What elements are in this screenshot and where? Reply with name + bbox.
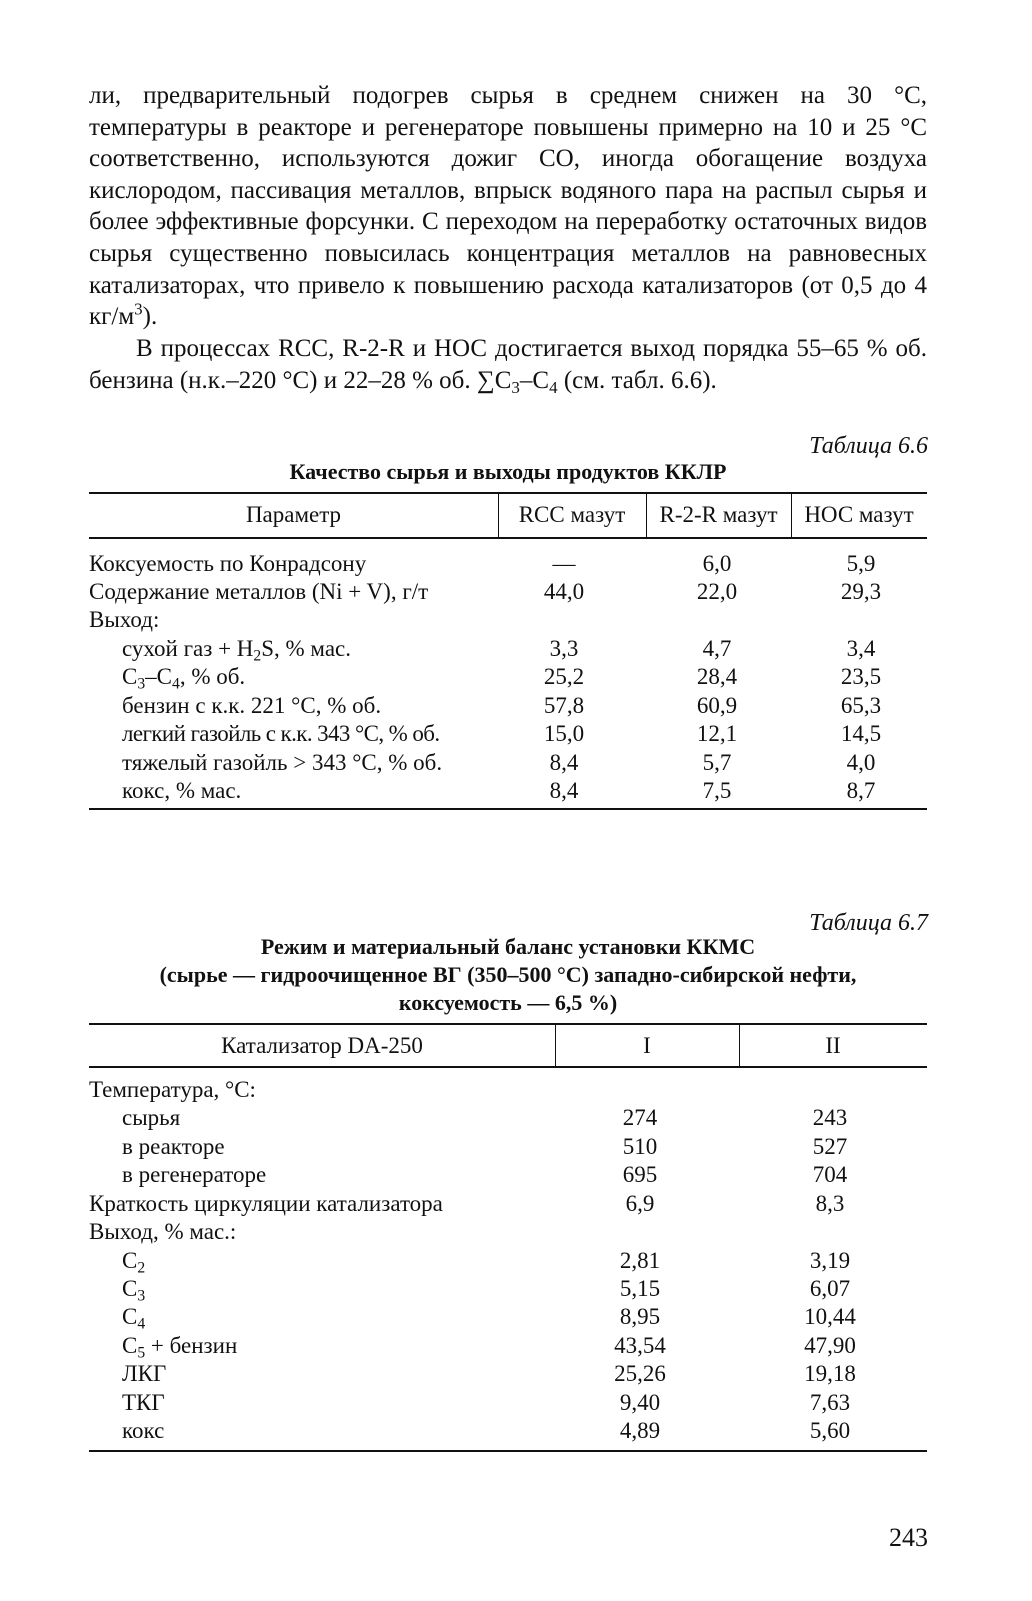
cell-r2r: 60,9: [696, 693, 738, 718]
row-label: тяжелый газойль > 343 °С, % об.: [122, 750, 443, 775]
table-6-7-title-line-2: (сырье — гидроочищенное ВГ (350–500 °С) западно-сибирской нефти,: [159, 962, 857, 987]
cell-ii: 527: [812, 1134, 848, 1159]
cell-hoc: 5,9: [846, 551, 876, 576]
table-6-6-header-rcc: RCC мазут: [518, 502, 626, 527]
table-row: [89, 1191, 927, 1219]
subscript: 3: [137, 1287, 146, 1305]
table-row: [89, 1077, 927, 1105]
cell-i: 4,89: [619, 1418, 661, 1443]
cell-ii: 5,60: [809, 1418, 851, 1443]
label-part: S, % мас.: [261, 636, 351, 661]
table-row: [89, 579, 927, 607]
row-label: ЛКГ: [122, 1361, 167, 1386]
row-label: в реакторе: [122, 1134, 225, 1159]
paragraph-1-end: ).: [142, 303, 158, 331]
row-label: сырья: [122, 1105, 181, 1130]
row-label: Температура, °С:: [89, 1077, 256, 1102]
table-6-6-header-rule: [89, 537, 927, 539]
cell-ii: 10,44: [804, 1304, 856, 1329]
cell-rcc: 57,8: [543, 693, 585, 718]
table-row: [89, 1105, 927, 1133]
cell-i: 6,9: [625, 1191, 655, 1216]
cell-i: 43,54: [614, 1333, 666, 1358]
row-label: [122, 1276, 146, 1305]
row-label: кокс, % мас.: [122, 778, 242, 803]
row-label: Коксуемость по Конрадсону: [89, 551, 367, 576]
row-label: [122, 664, 246, 693]
subscript: 5: [137, 1344, 146, 1362]
cell-r2r: 12,1: [696, 721, 738, 746]
cell-hoc: 29,3: [840, 579, 882, 604]
cell-ii: 704: [812, 1162, 848, 1187]
cell-i: 5,15: [619, 1276, 661, 1301]
row-label: легкий газойль с к.к. 343 °С, % об.: [122, 721, 440, 746]
table-row: [89, 1333, 927, 1361]
cell-ii: 3,19: [809, 1248, 851, 1273]
superscript: 3: [134, 299, 143, 319]
cell-hoc: 4,0: [846, 750, 876, 775]
paragraph-2-text-a: В процессах RCC, R-2-R и НОС достигается выход порядка 55–65 % об. бензина (н.к.–220 °С) и 22–28 % об. ∑С: [89, 335, 927, 394]
cell-rcc: 3,3: [549, 636, 579, 661]
row-label: [122, 1304, 146, 1333]
row-label: кокс: [122, 1418, 165, 1443]
label-part: С: [122, 664, 138, 689]
table-6-7-title-line-1: Режим и материальный баланс установки ККМС: [260, 934, 756, 959]
row-label: бензин с к.к. 221 °С, % об.: [122, 693, 382, 718]
label-part: –С: [145, 664, 172, 689]
table-row: [89, 1248, 927, 1276]
cell-ii: 19,18: [804, 1361, 856, 1386]
cell-r2r: 4,7: [702, 636, 732, 661]
cell-rcc: 8,4: [549, 750, 579, 775]
cell-hoc: 3,4: [846, 636, 876, 661]
table-row: [89, 721, 927, 749]
table-row: [89, 1390, 927, 1418]
row-label: [122, 1248, 146, 1277]
cell-rcc: 44,0: [543, 579, 585, 604]
cell-i: 274: [622, 1105, 658, 1130]
cell-i: 510: [622, 1134, 658, 1159]
cell-ii: 6,07: [809, 1276, 851, 1301]
table-6-7-header-ii: II: [825, 1033, 841, 1058]
cell-ii: 243: [812, 1105, 848, 1130]
row-label: Содержание металлов (Ni + V), г/т: [89, 579, 429, 604]
table-6-6-header-hoc: НОС мазут: [804, 502, 914, 527]
cell-r2r: 5,7: [702, 750, 732, 775]
cell-i: 695: [622, 1162, 658, 1187]
table-6-6-top-rule: [89, 492, 927, 494]
cell-ii: 47,90: [804, 1333, 856, 1358]
subscript: 4: [137, 1315, 146, 1333]
label-part: С: [122, 1304, 138, 1329]
table-row: [89, 1361, 927, 1389]
table-row: [89, 1162, 927, 1190]
subscript: 3: [511, 377, 520, 397]
table-6-7-header-catalyst: Катализатор DA-250: [221, 1033, 423, 1058]
row-label: [122, 636, 351, 665]
label-part: , % об.: [179, 664, 246, 689]
table-6-7-title-line-3: коксуемость — 6,5 %): [398, 990, 618, 1015]
row-label: Выход:: [89, 607, 160, 632]
table-row: [89, 778, 927, 806]
table-row: [89, 551, 927, 579]
cell-i: 8,95: [619, 1304, 661, 1329]
cell-rcc: —: [552, 551, 576, 576]
cell-r2r: 7,5: [702, 778, 732, 803]
table-6-7-caption: Таблица 6.7: [809, 910, 928, 936]
subscript: 2: [137, 1259, 146, 1277]
table-row: [89, 1134, 927, 1162]
table-row: [89, 750, 927, 778]
paragraph-2-text-b: –С: [519, 366, 550, 394]
cell-i: 9,40: [619, 1390, 661, 1415]
table-6-6-header-parameter: Параметр: [245, 502, 342, 527]
cell-rcc: 25,2: [543, 664, 585, 689]
cell-ii: 8,3: [815, 1191, 845, 1216]
label-part: С: [122, 1248, 138, 1273]
table-row: [89, 1219, 927, 1247]
row-label: [122, 1333, 238, 1362]
cell-rcc: 15,0: [543, 721, 585, 746]
table-row: [89, 636, 927, 664]
cell-hoc: 14,5: [840, 721, 882, 746]
label-part: + бензин: [145, 1333, 238, 1358]
cell-rcc: 8,4: [549, 778, 579, 803]
label-part: сухой газ + H: [122, 636, 254, 661]
row-label: Выход, % мас.:: [89, 1219, 237, 1244]
label-part: С: [122, 1333, 138, 1358]
body-paragraph-1: [89, 80, 927, 333]
table-row: [89, 1276, 927, 1304]
subscript: 3: [137, 675, 146, 693]
table-row: [89, 693, 927, 721]
page-number: 243: [889, 1523, 928, 1552]
table-row: [89, 664, 927, 692]
table-row: [89, 1304, 927, 1332]
paragraph-2-text-c: (см. табл. 6.6).: [557, 366, 717, 394]
cell-r2r: 22,0: [696, 579, 738, 604]
body-paragraph-2: [89, 333, 927, 396]
cell-i: 2,81: [619, 1248, 661, 1273]
table-6-7-header-i: I: [643, 1033, 651, 1058]
label-part: С: [122, 1276, 138, 1301]
table-row: [89, 1418, 927, 1446]
table-6-7-bottom-rule: [89, 1450, 927, 1452]
cell-i: 25,26: [614, 1361, 666, 1386]
table-6-6-title: Качество сырья и выходы продуктов ККЛР: [289, 459, 727, 484]
table-6-7-top-rule: [89, 1023, 927, 1025]
cell-hoc: 8,7: [846, 778, 876, 803]
cell-hoc: 65,3: [840, 693, 882, 718]
table-6-6-bottom-rule: [89, 808, 927, 810]
cell-hoc: 23,5: [840, 664, 882, 689]
subscript: 2: [253, 647, 262, 665]
row-label: в регенераторе: [122, 1162, 267, 1187]
cell-r2r: 28,4: [696, 664, 738, 689]
subscript: 4: [172, 675, 180, 693]
subscript: 4: [549, 377, 558, 397]
table-6-6-header-r2r: R-2-R мазут: [659, 502, 778, 527]
paragraph-1-text: ли, предварительный подогрев сырья в среднем снижен на 30 °С, температуры в реакторе и регенераторе повышены примерно на 10 и 25 °С соответственно, используются дожиг СО, иногда обогащение воздуха кислородом, пассивация металлов, впрыск водяного пара на распыл сырья и более эффективные форсунки. С переходом на переработку остаточных видов сырья существенно повысилась концентрация металлов на равновесных катализаторах, что привело к повышению расхода катализаторов (от 0,5 до 4 кг/м: [89, 82, 927, 331]
cell-r2r: 6,0: [702, 551, 732, 576]
row-label: ТКГ: [122, 1390, 165, 1415]
table-row: [89, 607, 927, 635]
cell-ii: 7,63: [809, 1390, 851, 1415]
row-label: Краткость циркуляции катализатора: [89, 1191, 443, 1216]
table-6-6-caption: Таблица 6.6: [809, 433, 928, 459]
table-6-7-header-rule: [89, 1066, 927, 1068]
